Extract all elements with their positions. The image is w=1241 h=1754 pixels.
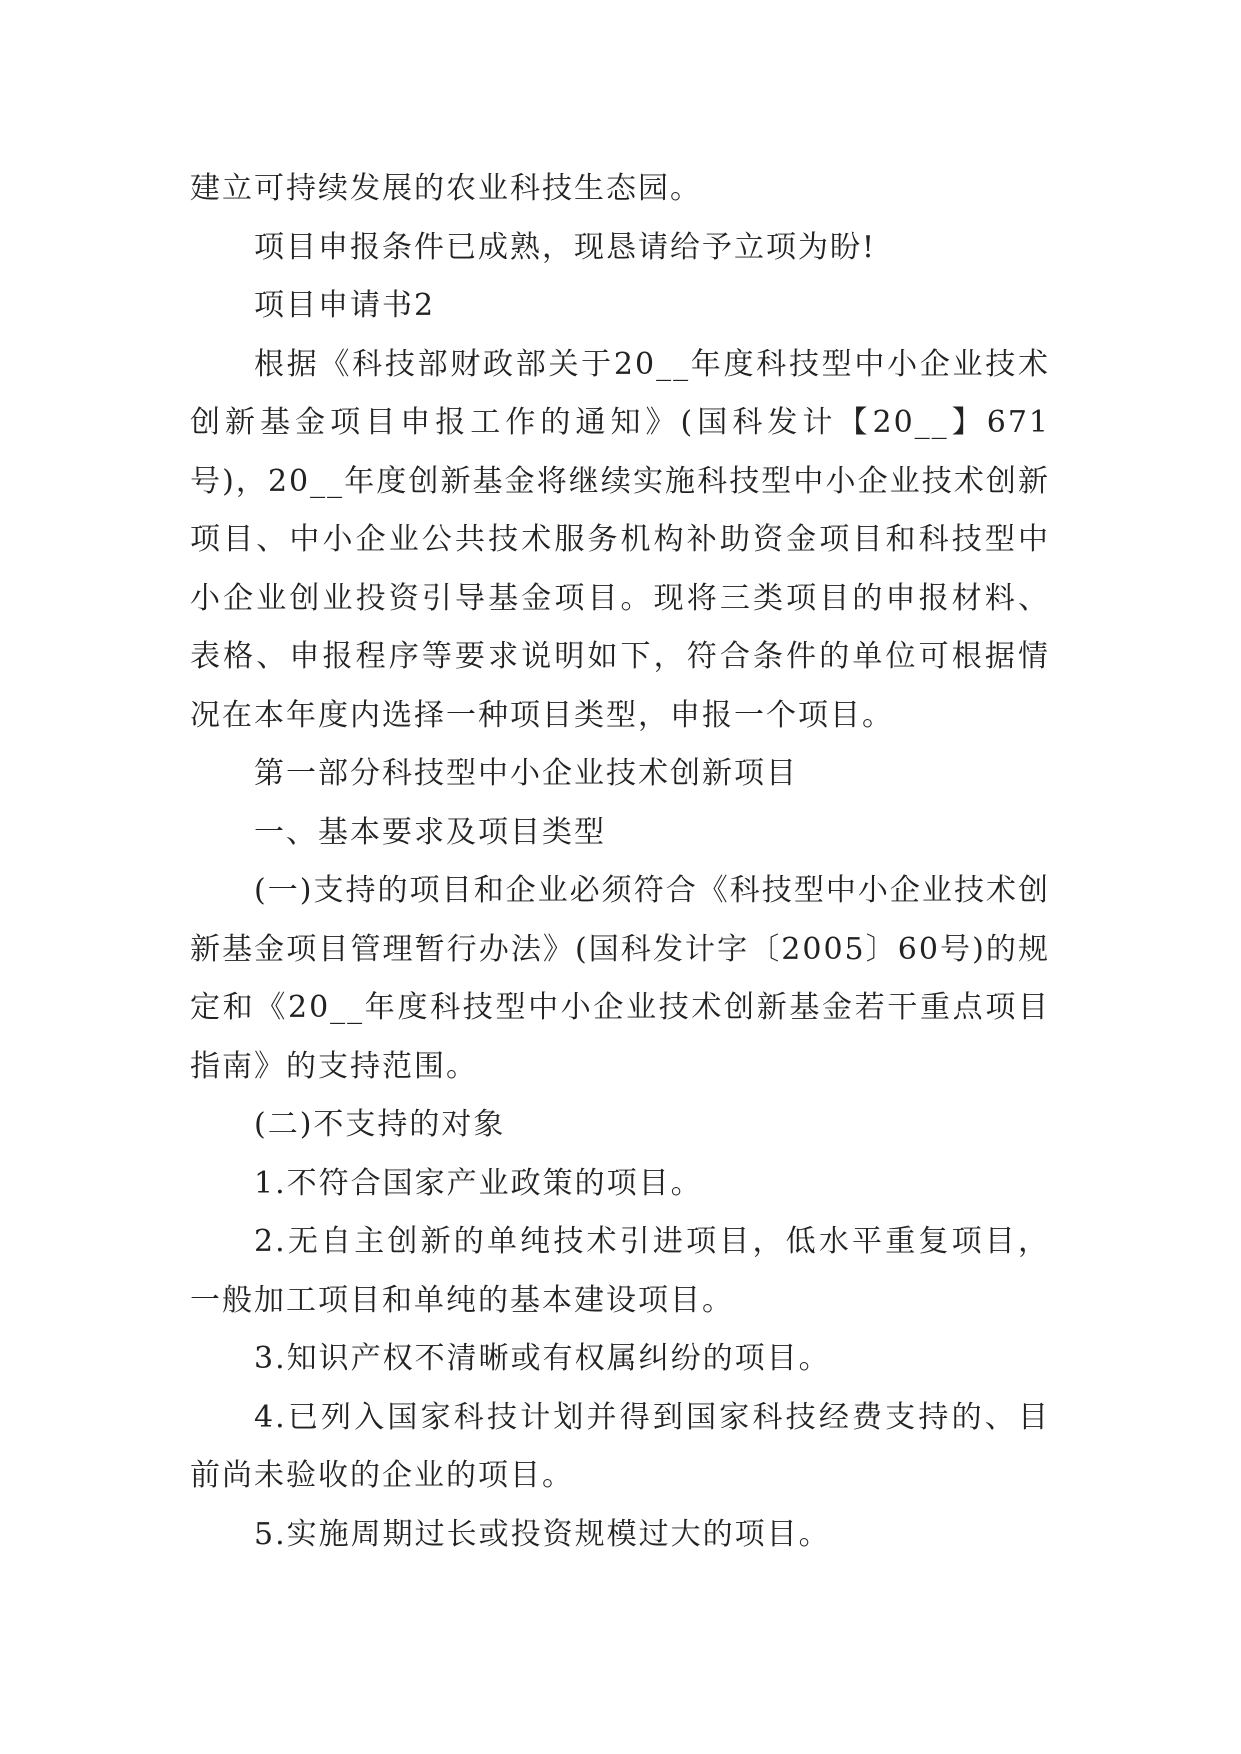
paragraph-notice: 根据《科技部财政部关于20__年度科技型中小企业技术创新基金项目申报工作的通知》(国科发计【20__】671号)，20__年度创新基金将继续实施科技型中小企业技术创新项目、中小企业公共技术服务机构补助资金项目和科技型中小企业创业投资引导基金项目。现将三类项目的申报材料、表格、申报程序等要求说明如下，符合条件的单位可根据情况在本年度内选择一种项目类型，申报一个项目。 xyxy=(190,346,1050,733)
paragraph-supported-projects: (一)支持的项目和企业必须符合《科技型中小企业技术创新基金项目管理暂行办法》(国科发计字〔2005〕60号)的规定和《20__年度科技型中小企业技术创新基金若干重点项目指南》的支持范围。 xyxy=(190,873,1050,1084)
list-item-1: 1.不符合国家产业政策的项目。 xyxy=(254,1165,703,1201)
subheading-unsupported: (二)不支持的对象 xyxy=(254,1107,506,1142)
list-item-5: 5.实施周期过长或投资规模过大的项目。 xyxy=(254,1516,831,1552)
paragraph-request: 项目申报条件已成熟，现恳请给予立项为盼! xyxy=(254,229,877,265)
document-body xyxy=(190,160,1050,1564)
list-item-2: 2.无自主创新的单纯技术引进项目，低水平重复项目，一般加工项目和单纯的基本建设项目。 xyxy=(190,1224,1050,1318)
list-item-3: 3.知识产权不清晰或有权属纠纷的项目。 xyxy=(254,1341,831,1376)
paragraph-continuation: 建立可持续发展的农业科技生态园。 xyxy=(190,171,702,206)
list-item-4: 4.已列入国家科技计划并得到国家科技经费支持的、目前尚未验收的企业的项目。 xyxy=(190,1399,1050,1493)
part-heading-1: 第一部分科技型中小企业技术创新项目 xyxy=(254,756,798,791)
subheading-basic-requirements: 一、基本要求及项目类型 xyxy=(254,814,606,850)
section-heading-application-2: 项目申请书2 xyxy=(254,288,436,323)
